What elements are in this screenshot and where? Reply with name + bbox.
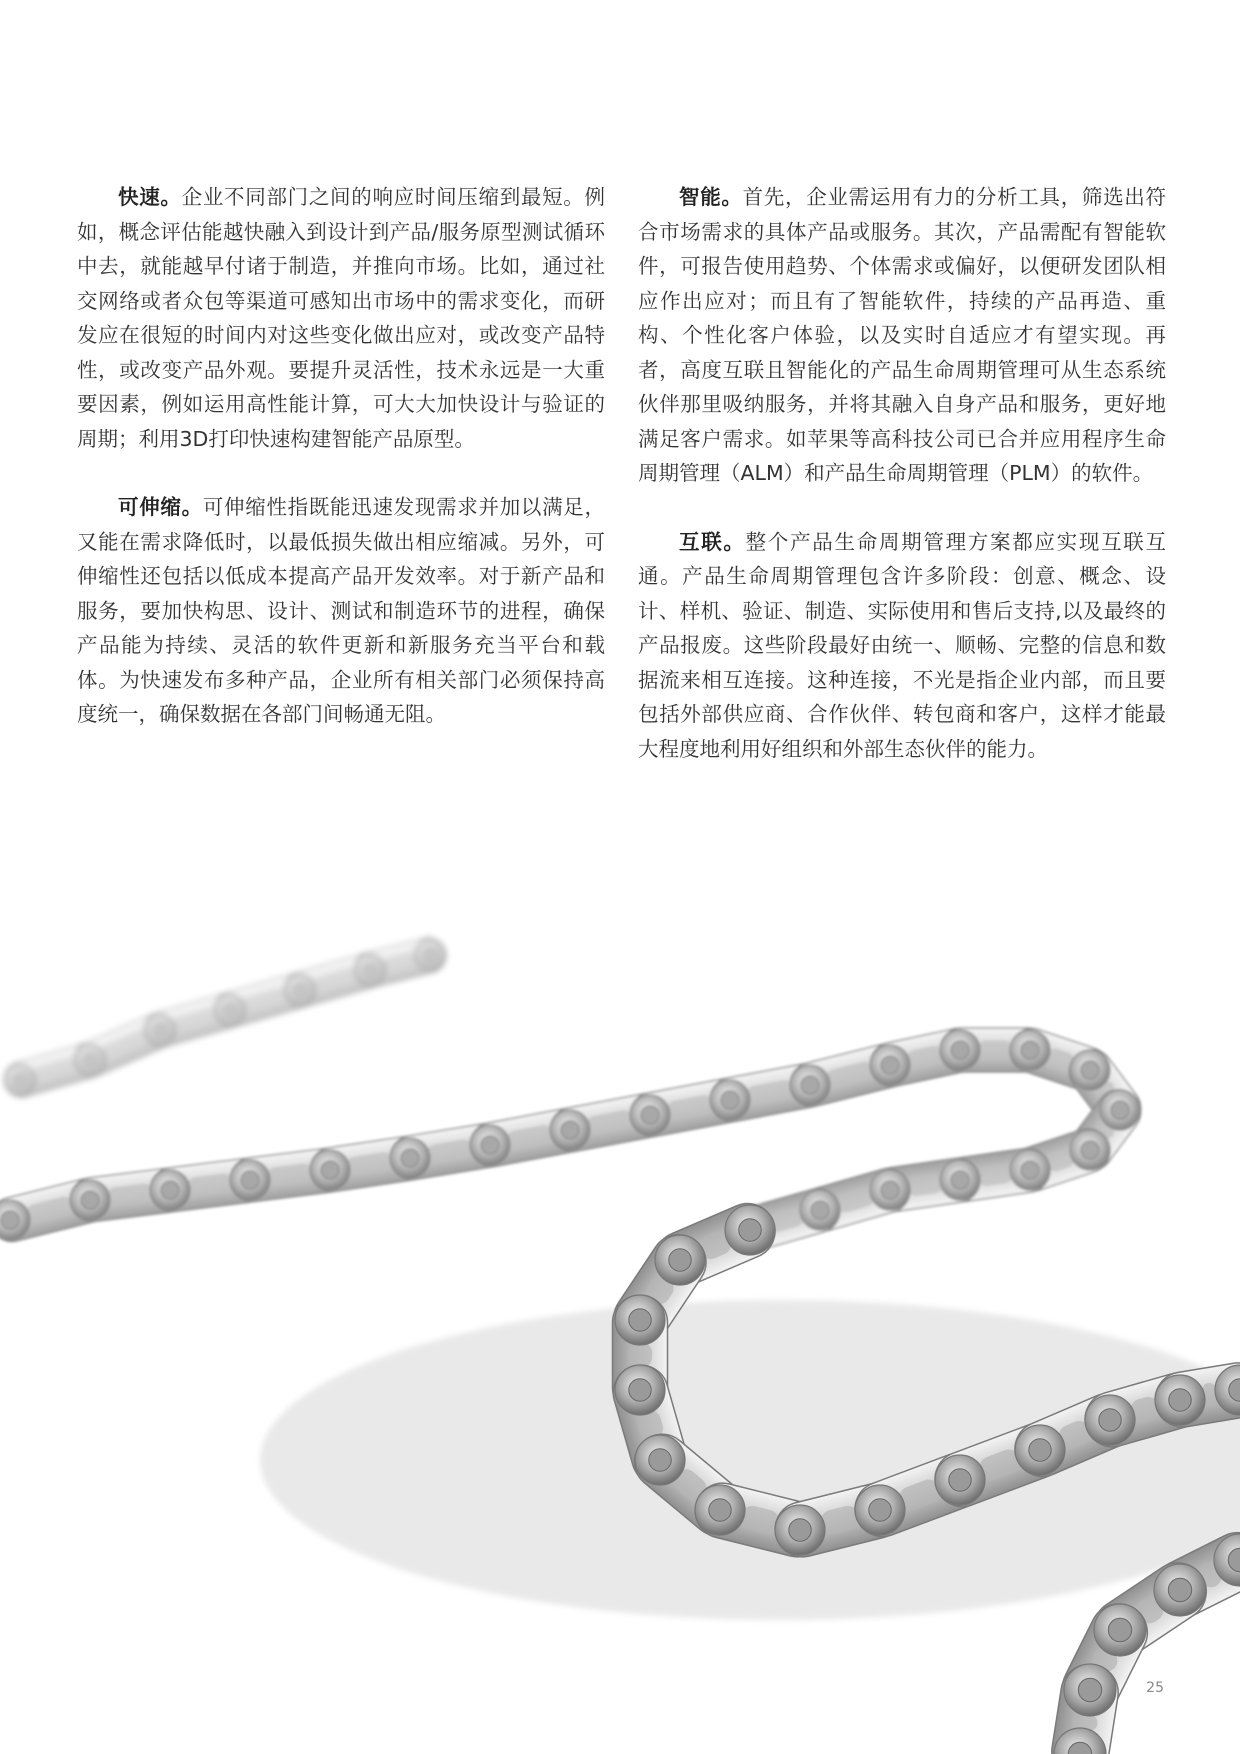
paragraph-heading: 互联。 bbox=[679, 529, 746, 554]
right-column bbox=[638, 180, 1166, 800]
paragraph-heading: 可伸缩。 bbox=[118, 495, 203, 519]
paragraph-intelligent bbox=[638, 180, 1166, 491]
bicycle-chain-photo bbox=[0, 900, 1240, 1754]
paragraph-body: 首先，企业需运用有力的分析工具，筛选出符合市场需求的具体产品或服务。其次，产品需配有智能软件，可报告使用趋势、个体需求或偏好，以便研发团队相应作出应对；而且有了智能软件，持续的产品再造、重构、个性化客户体验，以及实时自适应才有望实现。再者，高度互联且智能化的产品生命周期管理可从生态系统伙伴那里吸纳服务，并将其融入自身产品和服务，更好地满足客户需求。如苹果等高科技公司已合并应用程序生命周期管理（ALM）和产品生命周期管理（PLM）的软件。 bbox=[638, 185, 1167, 485]
left-column bbox=[77, 180, 605, 766]
paragraph-body: 企业不同部门之间的响应时间压缩到最短。例如，概念评估能越快融入到设计到产品/服务原型测试循环中去，就能越早付诸于制造，并推向市场。比如，通过社交网络或者众包等渠道可感知出市场中的需求变化，而研发应在很短的时间内对这些变化做出应对，或改变产品特性，或改变产品外观。要提升灵活性，技术永远是一大重要因素，例如运用高性能计算，可大大加快设计与验证的周期；利用3D打印快速构建智能产品原型。 bbox=[77, 185, 606, 451]
chain-links bbox=[0, 934, 1240, 1754]
paragraph-scalable bbox=[77, 490, 605, 732]
page-number: 25 bbox=[1146, 1680, 1164, 1696]
paragraph-connected bbox=[638, 525, 1166, 767]
paragraph-speed bbox=[77, 180, 605, 456]
paragraph-heading: 快速。 bbox=[118, 185, 182, 209]
paragraph-heading: 智能。 bbox=[679, 185, 743, 209]
paragraph-body: 可伸缩性指既能迅速发现需求并加以满足，又能在需求降低时，以最低损失做出相应缩减。另外，可伸缩性还包括以低成本提高产品开发效率。对于新产品和服务，要加快构思、设计、测试和制造环节的进程，确保产品能为持续、灵活的软件更新和新服务充当平台和载体。为快速发布多种产品，企业所有相关部门必须保持高度统一，确保数据在各部门间畅通无阻。 bbox=[77, 495, 606, 726]
paragraph-body: 整个产品生命周期管理方案都应实现互联互通。产品生命周期管理包含许多阶段：创意、概念、设计、样机、验证、制造、实际使用和售后支持,以及最终的产品报废。这些阶段最好由统一、顺畅、完整的信息和数据流来相互连接。这种连接，不光是指企业内部，而且要包括外部供应商、合作伙伴、转包商和客户，这样才能最大程度地利用好组织和外部生态伙伴的能力。 bbox=[638, 529, 1167, 761]
